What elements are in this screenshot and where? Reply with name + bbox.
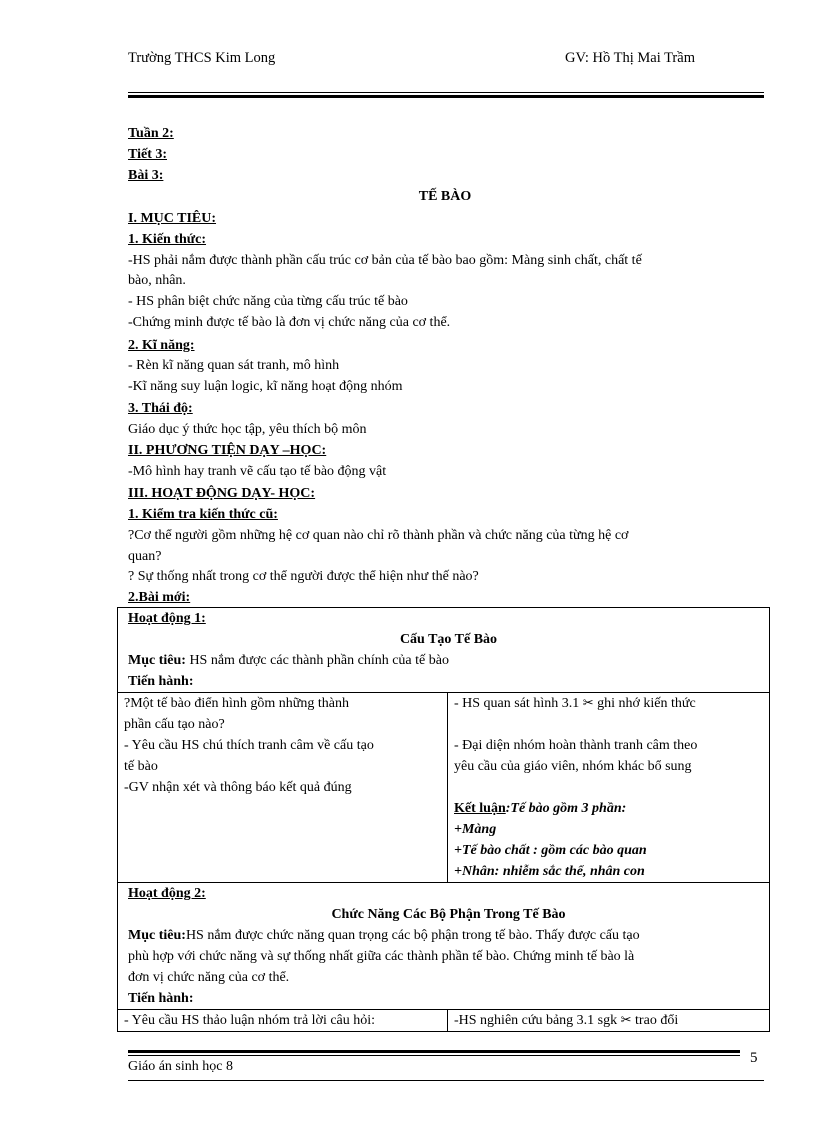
activity-2-student-column [448,1010,770,1032]
activity-1-procedure-label: Tiến hành: [128,674,194,689]
student-step-text: trao đổi [631,1013,679,1028]
conclusion-text: :Tế bào gồm 3 phần: [505,801,627,816]
activity-2-label: Hoạt động 2: [128,886,206,901]
teacher-step: tế bào [124,759,158,774]
activity-2-title: Chức Năng Các Bộ Phận Trong Tế Bào [331,907,566,922]
activity-2-teacher-column [118,1010,448,1032]
teacher-step: - Yêu cầu HS thảo luận nhóm trả lời câu hỏi: [124,1013,376,1028]
goal-label: Mục tiêu: [128,653,186,668]
activity-1-title: Cấu Tạo Tế Bào [399,632,498,647]
materials-heading: II. PHƯƠNG TIỆN DẠY –HỌC: [128,443,327,458]
student-step-text: -HS nghiên cứu bảng 3.1 sgk [454,1013,621,1028]
new-lesson-heading: 2.Bài mới: [128,590,191,605]
teacher-step: - Yêu cầu HS chú thích tranh câm về cấu tạo [124,738,374,753]
activities-table [117,607,770,1032]
page-number: 5 [750,1050,758,1066]
teacher-step: -GV nhận xét và thông báo kết quả đúng [124,780,352,795]
lesson-number: Bài 3: [128,168,164,183]
teacher-name: GV: Hồ Thị Mai Trầm [565,50,695,66]
activity-2-goal [128,925,769,946]
spacer [454,714,769,735]
knowledge-item: - HS phân biệt chức năng của từng cấu trúc tế bào [128,294,408,309]
spacer [454,777,769,798]
conclusion-item: +Màng [454,822,497,837]
footer-bottom-rule [128,1080,764,1081]
period-label: Tiết 3: [128,147,168,162]
student-step: yêu cầu của giáo viên, nhóm khác bổ sung [454,759,692,774]
student-step-text: ghi nhớ kiến thức [593,696,696,711]
goal-text: phù hợp với chức năng và sự thống nhất giữa các thành phần tế bào. Chứng minh tế bào là [128,949,635,964]
school-name: Trường THCS Kim Long [128,50,276,66]
conclusion-item: +Tế bào chất : gồm các bào quan [454,843,647,858]
skills-item: -Kĩ năng suy luận logic, kĩ năng hoạt động nhóm [128,379,403,394]
week-label: Tuần 2: [128,126,174,141]
student-step-text: - HS quan sát hình 3.1 [454,696,583,711]
header-rule-thin [128,92,764,93]
activity-1-teacher-column [118,693,448,883]
activity-2-procedure-label: Tiến hành: [128,991,194,1006]
student-step: - Đại diện nhóm hoàn thành tranh câm theo [454,738,698,753]
skills-item: - Rèn kĩ năng quan sát tranh, mô hình [128,358,340,373]
knowledge-heading: 1. Kiến thức: [128,232,207,247]
attitude-heading: 3. Thái độ: [128,401,193,416]
teacher-step: phần cấu tạo nào? [124,717,225,732]
student-step [454,1010,769,1031]
footer-rule-thin [128,1055,740,1056]
conclusion-label: Kết luận [454,801,506,816]
activity-1-student-column [448,693,770,883]
goal-text: HS nắm được các thành phần chính của tế bào [185,653,449,668]
objectives-heading: I. MỤC TIÊU: [128,211,217,226]
footer-subject: Giáo án sinh học 8 [128,1059,233,1074]
lesson-title: TẾ BÀO [418,189,472,204]
activity-1-goal [128,650,769,671]
goal-label: Mục tiêu: [128,928,186,943]
conclusion-heading [454,798,769,819]
knowledge-item: -Chứng minh được tế bào là đơn vị chức năng của cơ thể. [128,315,451,330]
knowledge-item: -HS phải nắm được thành phần cấu trúc cơ bản của tế bào bao gồm: Màng sinh chất, chất tế [128,253,642,268]
activity-1-label: Hoạt động 1: [128,611,206,626]
header-rule-thick [128,95,764,98]
attitude-item: Giáo dục ý thức học tập, yêu thích bộ môn [128,422,367,437]
activity-1-header [118,608,770,693]
goal-text: đơn vị chức năng của cơ thể. [128,970,290,985]
activity-2-header [118,883,770,1010]
knowledge-item: bào, nhân. [128,273,186,288]
skills-heading: 2. Kĩ năng: [128,338,195,353]
teacher-step: ?Một tế bào điển hình gồm những thành [124,696,349,711]
activities-heading: III. HOẠT ĐỘNG DẠY- HỌC: [128,486,316,501]
footer-rule-thick [128,1050,740,1053]
materials-item: -Mô hình hay tranh vẽ cấu tạo tế bào động vật [128,464,387,479]
check-question: quan? [128,549,162,564]
student-step [454,693,769,714]
check-question: ?Cơ thể người gồm những hệ cơ quan nào chỉ rõ thành phần và chức năng của từng hệ cơ [128,528,629,543]
check-heading: 1. Kiểm tra kiến thức cũ: [128,507,278,522]
check-question: ? Sự thống nhất trong cơ thể người được thể hiện như thế nào? [128,569,479,584]
conclusion-item: +Nhân: nhiễm sắc thể, nhân con [454,864,645,879]
goal-text: HS nắm được chức năng quan trọng các bộ phận trong tế bào. Thấy được cấu tạo [185,928,640,943]
scissors-icon: ✂ [582,696,594,711]
scissors-icon: ✂ [620,1013,632,1028]
